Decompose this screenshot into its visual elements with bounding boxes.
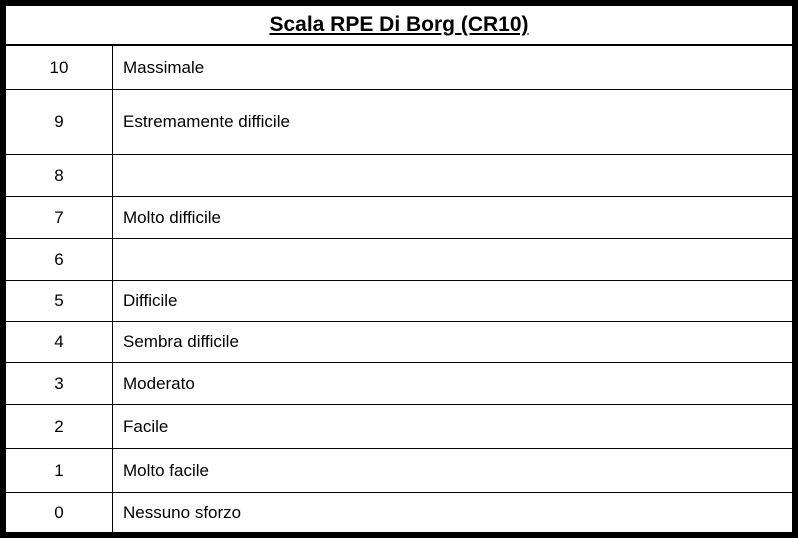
rpe-description-cell: Massimale <box>123 57 205 77</box>
table-row <box>6 493 792 532</box>
rpe-description-cell: Molto facile <box>123 460 209 480</box>
table-row <box>6 405 792 449</box>
rpe-description-cell <box>113 239 792 280</box>
rpe-description-cell: Sembra difficile <box>123 332 239 351</box>
table-title: Scala RPE Di Borg (CR10) <box>269 13 529 36</box>
rpe-value-cell: 3 <box>6 363 113 404</box>
rpe-value-cell: 1 <box>6 449 113 492</box>
rpe-description-cell: Moderato <box>123 373 195 393</box>
table-row <box>6 155 792 197</box>
rpe-description-cell: Facile <box>123 416 169 436</box>
rpe-value-cell: 0 <box>6 493 113 532</box>
rpe-description-cell: Difficile <box>123 291 178 310</box>
rpe-description-cell <box>113 155 792 196</box>
table-row <box>6 449 792 493</box>
table-row <box>6 322 792 363</box>
rpe-value-cell: 2 <box>6 405 113 448</box>
rpe-value-cell: 4 <box>6 322 113 362</box>
rpe-value-cell: 10 <box>6 46 113 89</box>
table-header <box>6 6 792 46</box>
rpe-scale-table <box>6 6 792 532</box>
table-body <box>6 46 792 532</box>
rpe-description-cell: Molto difficile <box>123 207 221 227</box>
rpe-description-cell: Estremamente difficile <box>123 112 290 131</box>
table-row <box>6 239 792 281</box>
table-row <box>6 197 792 239</box>
table-row <box>6 90 792 155</box>
rpe-value-cell: 8 <box>6 155 113 196</box>
rpe-value-cell: 5 <box>6 281 113 321</box>
rpe-description-cell: Nessuno sforzo <box>123 502 242 522</box>
table-row <box>6 46 792 90</box>
rpe-value-cell: 9 <box>6 90 113 154</box>
rpe-value-cell: 6 <box>6 239 113 280</box>
rpe-value-cell: 7 <box>6 197 113 238</box>
table-row <box>6 363 792 405</box>
table-row <box>6 281 792 322</box>
